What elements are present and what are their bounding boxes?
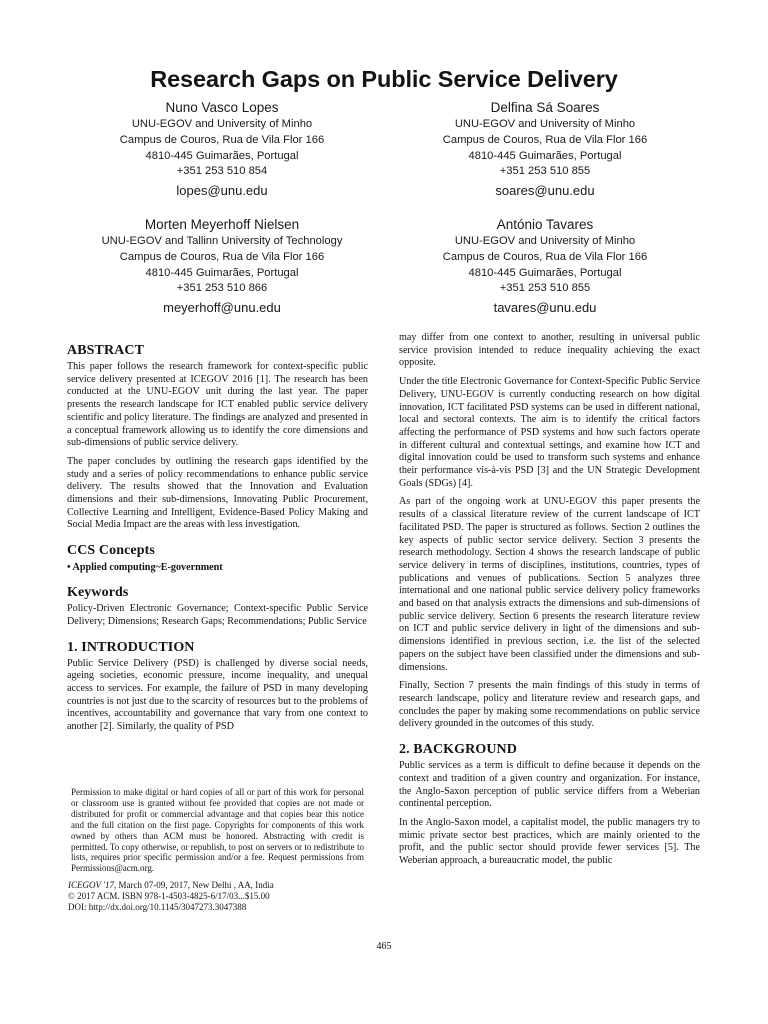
abstract-paragraph: The paper concludes by outlining the research gaps identified by the study and a series of policy recommendations to enhance public service delivery. The results showed that the Innovation and Evaluation dimensions and their sub-dimensions, Innovating Public Procurement, Collective Learning and Intelligent, Evidence-Based Policy Making and Social Media Impact are the areas with less investigation.: [67, 455, 368, 531]
permission-notice: Permission to make digital or hard copies of all or part of this work for personal or classroom use is granted without fee provided that copies are not made or distributed for profit or commercial advantage and that copies bear this notice and the full citation on the first page. Copyrights for components of this work owned by others than ACM must be honored. Abstracting with credit is permitted. To copy otherwise, or republish, to post on servers or to redistribute to lists, requires prior specific permission and/or a fee. Request permissions from Permissions@acm.org.: [71, 787, 364, 874]
author-phone: +351 253 510 866: [176, 282, 268, 295]
author-address: 4810-445 Guimarães, Portugal: [145, 149, 299, 162]
left-column: [67, 342, 368, 734]
introduction-paragraph: Under the title Electronic Governance for Context-Specific Public Service Delivery, UNU-EGOV is currently conducting research on how digital innovation, ICT facilitated PSD systems can be used in different national, local and sectoral contexts. The aim is to identify the critical factors affecting the performance of PSD systems and how such factors operate in different cultural and contextual settings, and examine how ICT and digital innovation could be used to transform such systems and enhance their performance vis-à-vis PSD [3] and the UN Strategic Development Goals (SDGs) [4].: [399, 376, 700, 489]
author-phone: +351 253 510 855: [499, 282, 591, 295]
introduction-paragraph: Public Service Delivery (PSD) is challenged by diverse social needs, ageing societies, economic pressure, income inequality, and unequal access to services. For example, the failure of PSD in many developing countries is not just due to the scarcity of resources but to the problems of incentives, accountability and governance that vary from one context to another [2]. Similarly, the quality of PSD: [67, 657, 368, 733]
introduction-paragraph: may differ from one context to another, resulting in universal public service provision intended to reduce inequality achieving the exact opposite.: [399, 332, 700, 369]
author-affiliation: UNU-EGOV and University of Minho: [454, 118, 636, 130]
author-address: Campus de Couros, Rua de Vila Flor 166: [119, 133, 325, 146]
keywords-text: Policy-Driven Electronic Governance; Context-specific Public Service Delivery; Dimensions; Research Gaps; Recommendations; Public Service: [67, 603, 368, 627]
background-paragraph: In the Anglo-Saxon model, a capitalist model, the public managers try to mimic private sector best practices, which are mainly oriented to the profit, and the public sector should provide fewer services [5]. The Weberian approach, a bureaucratic model, the public: [399, 816, 700, 867]
abstract-heading: ABSTRACT: [67, 343, 145, 358]
author-email: tavares@unu.edu: [493, 300, 597, 316]
author-name: Morten Meyerhoff Nielsen: [144, 217, 300, 232]
author-email: soares@unu.edu: [495, 183, 595, 199]
introduction-paragraph: As part of the ongoing work at UNU-EGOV this paper presents the results of a classical literature review of the current landscape of ICT facilitated PSD. The paper is structured as follows. Section 2 outlines the key aspects of public sector service delivery. Section 3 presents the research methodology. Section 4 shows the research landscape of public service delivery in terms of disciplines, institutions, countries, types of publications and venues of publications. Section 5 analyzes three international and one national public service delivery policy frameworks and based on that analysis extracts the dimensions and sub-dimensions of public service delivery. Section 6 presents the research literature review on ICT and public service delivery in light of the dimensions and sub-dimensions identified in previous section, i.e. the list of the selected papers on the subject have been classified under the dimensions and sub-dimensions.: [399, 496, 700, 673]
ccs-heading: CCS Concepts: [67, 543, 155, 559]
permission-block: [67, 786, 368, 913]
conference-line: [68, 880, 368, 891]
conference-name: ICEGOV '17: [68, 880, 115, 891]
background-heading: 2. BACKGROUND: [399, 742, 517, 758]
author-block: [72, 216, 372, 317]
author-name: Delfina Sá Soares: [490, 100, 600, 115]
conference-details: , March 07-09, 2017, New Delhi , AA, India: [114, 880, 274, 891]
background-paragraph: Public services as a term is difficult to define because it depends on the context and tradition of a given country and organization. For instance, the Anglo-Saxon perception of public service differs from a Weberian continental perception.: [399, 760, 700, 810]
abstract-paragraph: This paper follows the research framework for context-specific public service delivery presented at ICEGOV 2016 [1]. The research has been conducted at the UNU-EGOV unit during the last year. The paper presents the research landscape for ICT enabled public service delivery scientific and policy literature. The findings are analyzed and presented in a conceptual framework allowing us to identify the core dimensions and sub-dimensions of public service delivery.: [67, 361, 368, 449]
author-affiliation: UNU-EGOV and University of Minho: [131, 118, 313, 130]
author-name: Nuno Vasco Lopes: [165, 100, 279, 115]
author-address: Campus de Couros, Rua de Vila Flor 166: [442, 133, 648, 146]
author-phone: +351 253 510 855: [499, 165, 591, 178]
copyright-line: © 2017 ACM. ISBN 978-1-4503-4825-6/17/03...$15.00: [68, 891, 270, 902]
author-name: António Tavares: [496, 217, 594, 232]
author-block: [395, 99, 695, 200]
author-block: [72, 99, 372, 200]
author-address: 4810-445 Guimarães, Portugal: [468, 149, 622, 162]
right-column: [399, 332, 700, 868]
author-affiliation: UNU-EGOV and Tallinn University of Technology: [101, 235, 343, 247]
author-email: meyerhoff@unu.edu: [163, 300, 281, 316]
author-address: 4810-445 Guimarães, Portugal: [468, 266, 622, 279]
ccs-item: • Applied computing~E-government: [67, 562, 223, 574]
author-email: lopes@unu.edu: [176, 183, 268, 199]
keywords-heading: Keywords: [67, 585, 129, 601]
author-block: [395, 216, 695, 317]
author-address: 4810-445 Guimarães, Portugal: [145, 266, 299, 279]
introduction-heading: 1. INTRODUCTION: [67, 639, 195, 655]
doi-line: DOI: http://dx.doi.org/10.1145/3047273.3047388: [68, 902, 247, 913]
author-address: Campus de Couros, Rua de Vila Flor 166: [119, 250, 325, 263]
paper-title: Research Gaps on Public Service Delivery: [150, 66, 618, 92]
author-phone: +351 253 510 854: [176, 165, 268, 178]
author-affiliation: UNU-EGOV and University of Minho: [454, 235, 636, 247]
page-number: 465: [376, 941, 392, 952]
introduction-paragraph: Finally, Section 7 presents the main findings of this study in terms of research landscape, policy and literature review and research gaps, and concludes the paper by making some recommendations on public service delivery grounded in the outcomes of this study.: [399, 680, 700, 730]
author-address: Campus de Couros, Rua de Vila Flor 166: [442, 250, 648, 263]
